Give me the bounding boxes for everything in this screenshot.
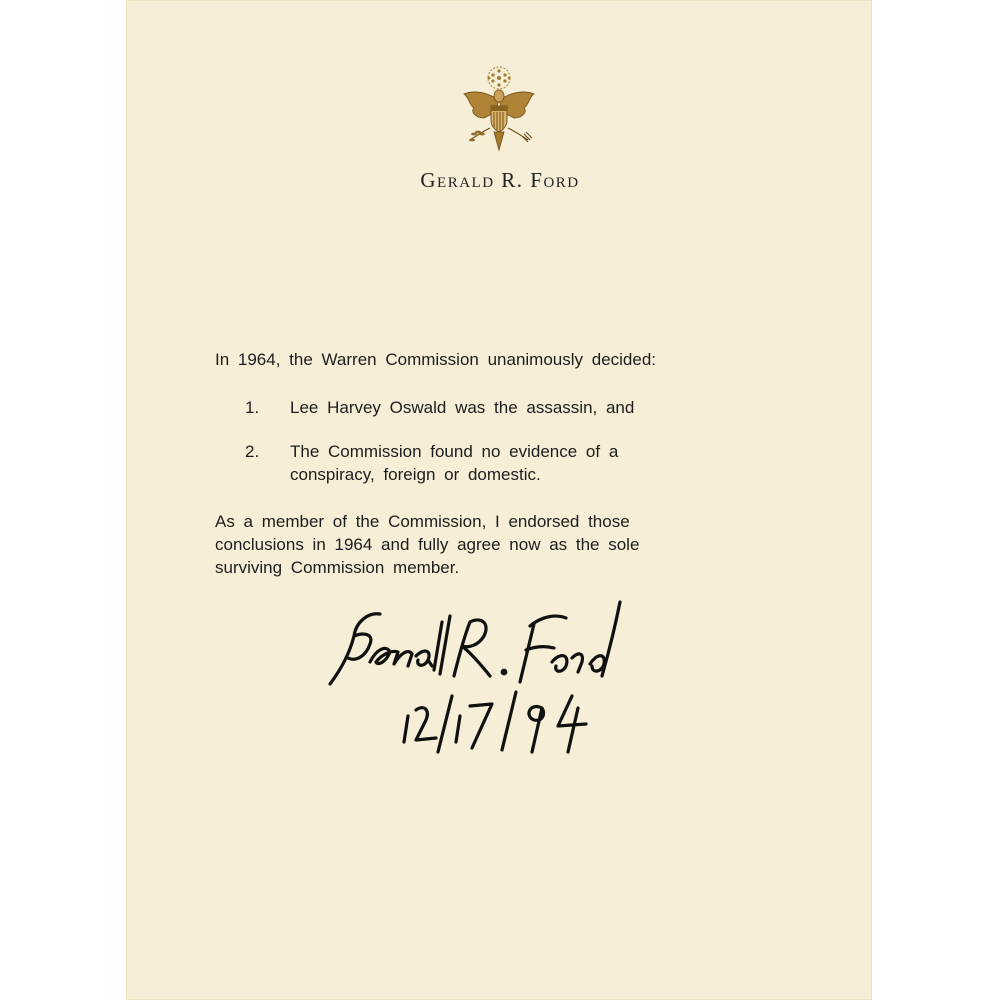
- handwritten-signature: [320, 592, 650, 762]
- closing-line: As a member of the Commission, I endorsed those: [215, 512, 630, 531]
- list-item-line: The Commission found no evidence of a: [290, 442, 619, 461]
- closing-line: conclusions in 1964 and fully agree now as the sole: [215, 535, 640, 554]
- intro-paragraph: In 1964, the Warren Commission unanimously decided:: [215, 350, 657, 369]
- list-item-number: 1.: [245, 398, 260, 417]
- presidential-eagle-seal-icon: [456, 66, 542, 156]
- list-item-text: [290, 440, 730, 486]
- closing-paragraph: [215, 510, 735, 579]
- list-item-number: 2.: [245, 442, 260, 461]
- closing-line: surviving Commission member.: [215, 558, 460, 577]
- list-item-line: conspiracy, foreign or domestic.: [290, 465, 541, 484]
- list-item-text: Lee Harvey Oswald was the assassin, and: [290, 398, 635, 417]
- letterhead-name: Gerald R. Ford: [420, 168, 580, 192]
